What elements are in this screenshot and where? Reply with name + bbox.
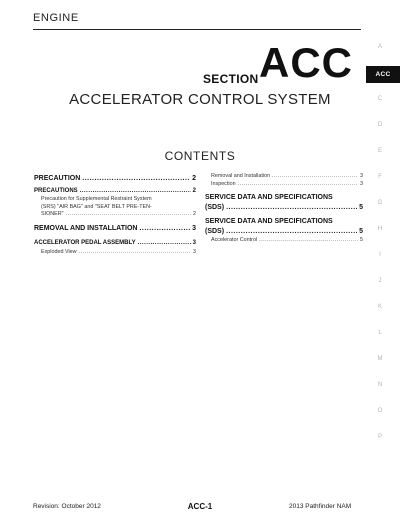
toc-label: Removal and Installation (211, 173, 271, 179)
toc-page: 3 (192, 225, 196, 232)
toc-label: Inspection (211, 181, 236, 187)
toc-label: Accelerator Control (211, 237, 258, 243)
toc-leader (272, 173, 358, 179)
footer-page-code: ACC-1 (187, 502, 213, 511)
toc-leader (226, 204, 357, 211)
toc-leader (238, 181, 358, 187)
toc-entry-exploded[interactable] (41, 249, 196, 255)
side-tab-letter[interactable]: D (377, 122, 383, 128)
toc-entry-sds-1-end[interactable] (205, 204, 363, 211)
header-category: ENGINE (33, 12, 79, 24)
toc-entry-pedal[interactable] (34, 240, 196, 246)
side-tab-letter[interactable]: K (377, 304, 382, 310)
side-tab-active[interactable]: ACC (366, 66, 400, 83)
toc-entry-removal[interactable] (34, 225, 196, 232)
toc-leader (79, 249, 191, 255)
toc-page: 2 (192, 175, 196, 182)
toc-label-line: (SRS) "AIR BAG" and "SEAT BELT PRE-TEN- (41, 203, 152, 210)
side-tab-letter[interactable]: I (379, 252, 381, 258)
section-label: SECTION (203, 72, 259, 86)
side-tab-letter[interactable]: H (377, 226, 383, 232)
toc-label: (SDS) (205, 204, 225, 211)
toc-label: Exploded View (41, 249, 77, 255)
contents-title: CONTENTS (164, 149, 236, 163)
toc-entry-accelerator-control[interactable] (211, 237, 363, 243)
section-code: ACC (259, 39, 353, 86)
toc-label: ACCELERATOR PEDAL ASSEMBLY (34, 240, 136, 246)
header-rule (33, 29, 361, 30)
toc-leader (80, 188, 191, 194)
toc-entry-removal-installation[interactable] (211, 173, 363, 179)
toc-page: 5 (360, 237, 363, 243)
toc-page: 3 (360, 173, 363, 179)
side-tab-letter[interactable]: C (377, 96, 383, 102)
footer-model: 2013 Pathfinder NAM (289, 503, 352, 510)
toc-leader (226, 228, 357, 235)
toc-page: 3 (360, 181, 363, 187)
toc-label: PRECAUTIONS (34, 188, 78, 194)
toc-label: PRECAUTION (34, 175, 81, 182)
side-tab-letter[interactable]: P (377, 434, 382, 440)
side-tab-letter[interactable]: L (378, 330, 382, 336)
toc-entry-sds-1[interactable]: SERVICE DATA AND SPECIFICATIONS (205, 194, 333, 201)
toc-entry-inspection[interactable] (211, 181, 363, 187)
toc-entry-sds-2-end[interactable] (205, 228, 363, 235)
side-tab-letter[interactable]: F (378, 174, 382, 180)
side-tab-letter[interactable]: A (377, 44, 382, 50)
toc-entry-sds-2[interactable]: SERVICE DATA AND SPECIFICATIONS (205, 218, 333, 225)
toc-leader (82, 175, 190, 182)
toc-leader (66, 211, 191, 217)
side-tab-letter[interactable]: O (377, 408, 383, 414)
toc-page: 2 (192, 188, 196, 194)
side-tab-letter[interactable]: G (377, 200, 383, 206)
toc-entry-precautions[interactable] (34, 188, 196, 194)
side-tab-letter[interactable]: M (377, 356, 383, 362)
toc-page: 5 (359, 204, 363, 211)
toc-entry-srs[interactable] (41, 196, 152, 211)
toc-page: 2 (193, 211, 196, 217)
toc-label: SIONER" (41, 211, 64, 217)
toc-leader (138, 240, 191, 246)
side-tab-letter[interactable]: N (377, 382, 383, 388)
toc-page: 3 (193, 249, 196, 255)
side-tab-letter[interactable]: J (378, 278, 382, 284)
section-title: ACCELERATOR CONTROL SYSTEM (69, 91, 331, 108)
toc-label: REMOVAL AND INSTALLATION (34, 225, 138, 232)
toc-entry-srs-end[interactable] (41, 211, 196, 217)
toc-label-line: Precaution for Supplemental Restraint System (41, 196, 152, 202)
toc-page: 5 (359, 228, 363, 235)
toc-leader (259, 237, 358, 243)
side-tab-letter[interactable]: E (377, 148, 382, 154)
toc-page: 3 (192, 240, 196, 246)
toc-label: (SDS) (205, 228, 225, 235)
toc-leader (139, 225, 190, 232)
footer-revision: Revision: October 2012 (33, 503, 101, 510)
toc-entry-precaution[interactable] (34, 175, 196, 182)
